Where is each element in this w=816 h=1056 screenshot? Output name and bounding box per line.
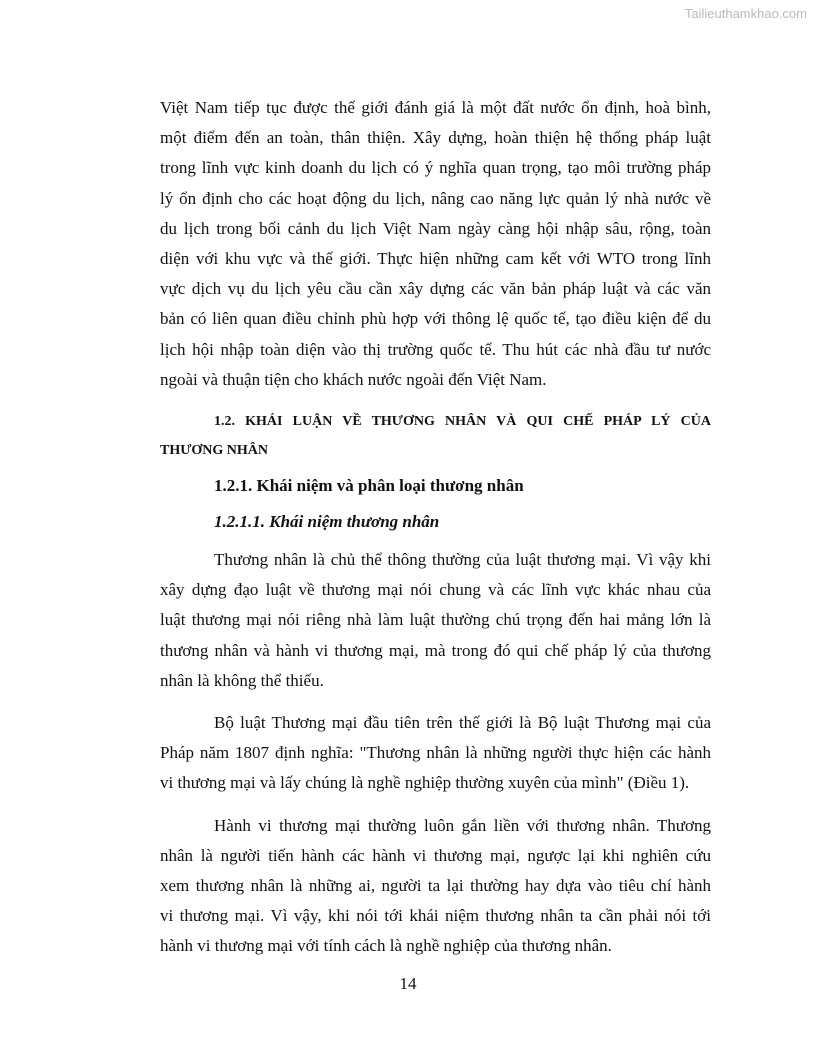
text-line: thương nhân và hành vi thương mại, mà trong đó qui chế pháp lý của thương bbox=[160, 640, 711, 660]
text-line: bản có liên quan điều chỉnh phù hợp với thông lệ quốc tế, tạo điều kiện để du bbox=[160, 309, 711, 329]
text-line: nhân là người tiến hành các hành vi thương mại, ngược lại khi nghiên cứu bbox=[160, 845, 711, 865]
text-line: lịch hội nhập toàn diện vào thị trường quốc tế. Thu hút các nhà đầu tư nước bbox=[160, 339, 711, 359]
text-line: Bộ luật Thương mại đầu tiên trên thế giới là Bộ luật Thương mại của bbox=[214, 713, 711, 733]
text-line: vi thương mại và lấy chúng là nghề nghiệp thường xuyên của mình" (Điều 1). bbox=[160, 773, 690, 793]
page-number: 14 bbox=[399, 974, 417, 993]
document-body bbox=[160, 93, 711, 962]
heading-line: THƯƠNG NHÂN bbox=[160, 443, 268, 459]
paragraph-intro bbox=[160, 93, 711, 395]
text-line: lý ổn định cho các hoạt động du lịch, nâng cao năng lực quản lý nhà nước về bbox=[160, 188, 711, 208]
text-line: du lịch trong bối cảnh du lịch Việt Nam ngày càng hội nhập sâu, rộng, toàn bbox=[160, 218, 711, 238]
text-line: vực dịch vụ du lịch yêu cầu cần xây dựng các văn bản pháp luật và các văn bbox=[160, 279, 711, 299]
text-line: ngoài và thuận tiện cho khách nước ngoài đến Việt Nam. bbox=[160, 369, 547, 389]
text-line: xây dựng đạo luật về thương mại nói chung và các lĩnh vực khác nhau của bbox=[160, 580, 711, 600]
text-line: Pháp năm 1807 định nghĩa: "Thương nhân là những người thực hiện các hành bbox=[160, 743, 711, 763]
text-line: một điểm đến an toàn, thân thiện. Xây dựng, hoàn thiện hệ thống pháp luật bbox=[160, 128, 711, 148]
watermark: Tailieuthamkhao.com bbox=[684, 6, 807, 21]
section-heading-1-2 bbox=[160, 407, 711, 465]
text-line: vi thương mại. Vì vậy, khi nói tới khái niệm thương nhân ta cần phải nói tới bbox=[160, 906, 711, 926]
text-line: diện với khu vực và thế giới. Thực hiện những cam kết với WTO trong lĩnh bbox=[160, 249, 711, 269]
section-heading-1-2-1: 1.2.1. Khái niệm và phân loại thương nhân bbox=[214, 476, 524, 496]
text-line: trong lĩnh vực kinh doanh du lịch có ý nghĩa quan trọng, tạo môi trường pháp bbox=[160, 158, 711, 178]
text-line: Thương nhân là chủ thể thông thường của luật thương mại. Vì vậy khi bbox=[214, 550, 711, 570]
paragraph-commercial-acts bbox=[160, 811, 711, 962]
text-line: luật thương mại nói riêng nhà làm luật thường chú trọng đến hai mảng lớn là bbox=[160, 610, 711, 630]
section-heading-1-2-1-1: 1.2.1.1. Khái niệm thương nhân bbox=[214, 512, 440, 532]
text-line: Việt Nam tiếp tục được thế giới đánh giá là một đất nước ổn định, hoà bình, bbox=[160, 98, 711, 117]
text-line: xem thương nhân là những ai, người ta lại thường hay dựa vào tiêu chí hành bbox=[160, 876, 711, 896]
text-line: hành vi thương mại với tính cách là nghề nghiệp của thương nhân. bbox=[160, 936, 612, 956]
paragraph-french-code bbox=[160, 708, 711, 799]
text-line: Hành vi thương mại thường luôn gắn liền với thương nhân. Thương bbox=[214, 815, 711, 835]
paragraph-definition bbox=[160, 545, 711, 696]
heading-line: 1.2. KHÁI LUẬN VỀ THƯƠNG NHÂN VÀ QUI CHẾ PHÁP LÝ CỦA bbox=[214, 414, 711, 430]
text-line: nhân là không thể thiếu. bbox=[160, 670, 324, 690]
